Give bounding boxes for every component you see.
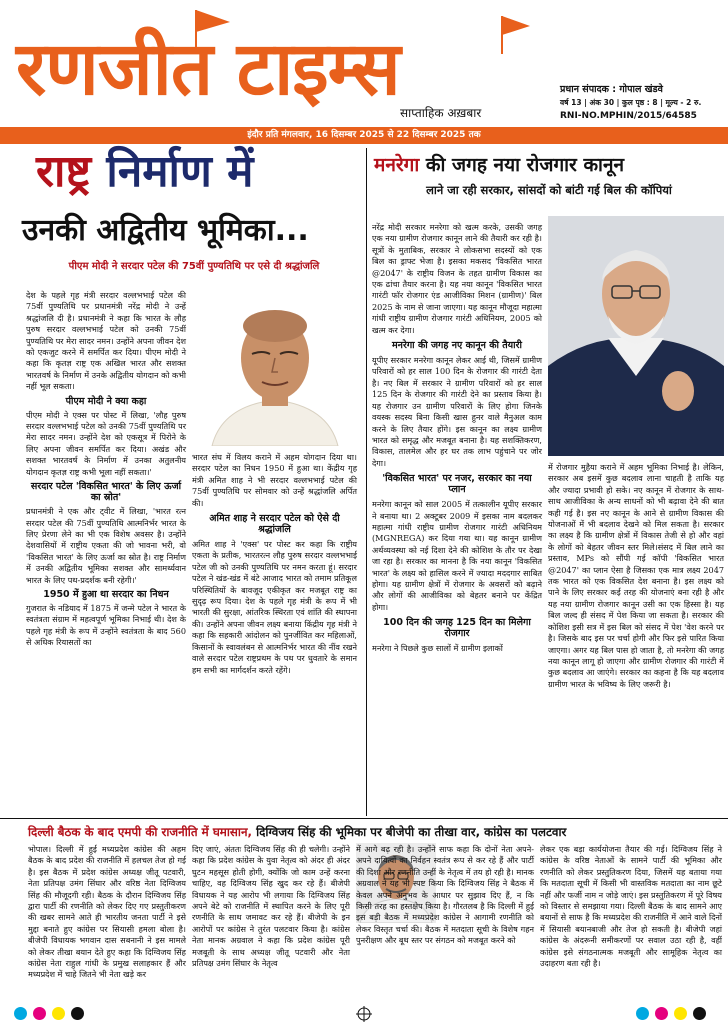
color-mark-dot xyxy=(636,1007,649,1020)
left-subhead-1: पीएम मोदी ने क्या कहा xyxy=(65,395,147,407)
right-column-a xyxy=(372,222,542,655)
bottom-column-3 xyxy=(356,844,534,947)
left-subhead-2: सरदार पटेल 'विकसित भारत' के लिए ऊर्जा का स्रोत' xyxy=(30,481,182,504)
left-subhead-3: 1950 में हुआ था सरदार का निधन xyxy=(43,588,169,600)
left-para-1: पीएम मोदी ने एक्स पर पोस्ट में लिखा, 'लौह पुरुष सरदार वल्लभभाई पटेल को उनकी 75वीं पुण्यतिथि पर मेरा सादर नमन। उन्होंने देश को एकसूत्र में पिरोने के लिए अपना जीवन समर्पित कर दिया। अखंड और सशक्त भारतवर्ष के निर्माण में उनका अतुलनीय योगदान कृतज्ञ राष्ट्र कभी भूला नहीं सकता।' xyxy=(26,409,186,477)
bottom-column-1 xyxy=(28,844,186,981)
headline-word-manrega: मनरेगा xyxy=(374,154,420,176)
color-mark-dot xyxy=(693,1007,706,1020)
color-mark-dot xyxy=(14,1007,27,1020)
registration-mark-icon xyxy=(356,1006,372,1026)
issue-line: वर्ष 13 | अंक 30 | कुल पृष्ठ : 8 | मूल्य - 2 रु. xyxy=(560,98,702,107)
sardar-patel-portrait xyxy=(192,296,358,446)
color-mark-dot xyxy=(33,1007,46,1020)
color-mark-dot xyxy=(655,1007,668,1020)
left-subhead-4: अमित शाह ने सरदार पटेल को ऐसे दी श्रद्धांजलि xyxy=(209,513,340,536)
modi-portrait xyxy=(548,216,724,456)
right-para-3: मनरेगा कानून को साल 2005 में तत्कालीन यूपीए सरकार ने बनाया था। 2 अक्टूबर 2009 में इसका नाम बदलकर महात्मा गांधी राष्ट्रीय ग्रामीण रोजगार गारंटी अधिनियम (MGNREGA) कर दिया गया था। यह कानून ग्रामीण अर्थव्यवस्था को नई दिशा देने की कोशिश के तौर पर देखा जा रहा है। सरकार का मानना है कि नया कानून 'विकसित भारत' के लक्ष्य को हासिल करने में ज्यादा मददगार साबित होगा। यह ग्रामीण क्षेत्रों में रोजगार के अवसरों को बढ़ाने और लोगों की आजीविका को बेहतर बनाने पर केंद्रित होगा। xyxy=(372,499,542,612)
left-headline-line1 xyxy=(36,140,366,204)
left-para-5: अमित शाह ने 'एक्स' पर पोस्ट कर कहा कि राष्ट्रीय एकता के प्रतीक, भारतरत्न लौह पुरुष सरदार वल्लभभाई पटेल जी को उनकी पुण्यतिथि पर नमन करता हूं। सरदार पटेल ने खंड-खंड में बंटे आजाद भारत को तमाम प्रतिकूल परिस्थितियों के बावजूद एकीकृत कर मजबूत राष्ट्र का सुदृढ़ रूप दिया। देश के पहले गृह मंत्री के रूप में भी भारती की सुरक्षा, आंतरिक स्थिरता एवं शांति की स्थापना की। उन्होंने अपना जीवन लक्ष्य बनाया किंद्रीय गृह मंत्री ने कहा कि सहकारी आंदोलन को पुनर्जीवित कर महिलाओं, किसानों के स्वावलंबन से आत्मनिर्भर भारत की नींव रखने वाले सरदार पटेल राष्ट्रप्रथम के पथ पर धुवतारे के समान हम सभी का मार्गदर्शन करते रहेंगे। xyxy=(192,539,357,675)
bottom-column-2 xyxy=(192,844,350,969)
masthead-tagline: साप्ताहिक अख़बार xyxy=(400,106,482,120)
bottom-headline-part-b: दिग्विजय सिंह की भूमिका पर बीजेपी का तीखा वार, कांग्रेस का पलटवार xyxy=(256,825,567,839)
masthead-title: रणजीत टाइम्स xyxy=(16,26,400,112)
headline-rest: की जगह नया रोजगार कानून xyxy=(425,154,625,176)
right-para-1: नरेंद्र मोदी सरकार मनरेगा को खत्म करके, उसकी जगह एक नया ग्रामीण रोजगार कानून लाने की तैयारी कर रही है। सूत्रों के मुताबिक, सरकार ने लोकसभा सदस्यों को एक बिल का ड्राफ्ट भेजा है। इसका मकसद 'विकसित भारत @2047' के राष्ट्रीय विजन के तहत ग्रामीण विकास का एक ढांचा तैयार करना है। यह नया कानून 'विकसित भारत गारंटी फॉर रोजगार एंड आजीविका मिशन (ग्रामीण)' बिल 2025 के नाम से जाना जाएगा। यह कानून मौजूदा महात्मा गांधी राष्ट्रीय ग्रामीण रोजगार गारंटी अधिनियम, 2005 को खत्म कर देगा। xyxy=(372,222,542,335)
bottom-para-4: लेकर एक बड़ा कार्ययोजना तैयार की गई। दिग्विजय सिंह ने कांग्रेस के वरिष्ठ नेताओं के सामने पार्टी की भूमिका और रणनीति को लेकर प्रस्तुतिकरण दिया, जिसमें यह बताया गया कि मतदाता सूची में किसी भी वास्तविक मतदाता का नाम छूटे नहीं और फर्जी नाम न जोड़े जाएं। इस प्रस्तुतिकरण में पूरे विषय को विस्तार से समझाया गया। दिल्ली बैठक के बाद सामने आए बयानों से साफ है कि मध्यप्रदेश की राजनीति में आने वाले दिनों में सियासी बयानबाजी और तेज हो सकती है। बीजेपी जहां कांग्रेस के अंदरूनी समीकरणों पर सवाल उठा रही है, वहीं कांग्रेस इसे संगठनात्मक मजबूती और सामूहिक नेतृत्व का उदाहरण बता रही है। xyxy=(540,844,722,969)
right-para-2: यूपीए सरकार मनरेगा कानून लेकर आई थी, जिसमें ग्रामीण परिवारों को हर साल 100 दिन के रोजगार की गारंटी देता है। नए बिल में सरकार ने ग्रामीण परिवारों को हर साल 125 दिन के रोजगार की गारंटी देने का प्रस्ताव किया है। यह रोजगार उन ग्रामीण परिवारों के लिए होगा जिनके वयस्क सदस्य बिना किसी खास हुनर वाले मैनुअल काम करने के लिए तैयार होंगे। इस कानून का लक्ष्य ग्रामीण भारत को समृद्ध और मजबूत बनाना है। यह सशक्तिकरण, विकास, तालमेल और हर घर तक लाभ पहुंचाने पर जोर देगा। xyxy=(372,355,542,468)
headline-word-nirman: निर्माण में xyxy=(106,146,254,197)
color-mark-dot xyxy=(52,1007,65,1020)
rni-number: RNI-NO.MPHIN/2015/64585 xyxy=(560,111,697,121)
left-intro: देश के पहले गृह मंत्री सरदार वल्लभभाई पटेल की 75वीं पुण्यतिथि पर प्रधानमंत्री नरेंद्र मोदी ने उन्हें श्रद्धांजलि दी है। प्रधानमंत्री ने कहा कि भारत के लौह पुरुष सरदार वल्लभभाई पटेल को उनकी 75वीं पुण्यतिथि पर मेरा सादर नमन। उन्होंने अपना जीवन देश को एकजुट करने में समर्पित कर दिया। पीएम मोदी ने कहा कि कृतज्ञ राष्ट्र एक अखिल भारत और सशक्त भारतवर्ष के निर्माण में उनके अद्वितीय योगदान को कभी नहीं भूल सकता। xyxy=(26,290,186,392)
section-divider xyxy=(0,818,728,819)
bottom-para-3: में आगे बढ़ रही है। उन्होंने साफ कहा कि दोनों नेता अपने-अपने दायित्वों का निर्वहन स्वतंत्र रूप से कर रहे हैं और पार्टी की दिशा और रणनीति उन्हीं के नेतृत्व में तय हो रही है। मानक अग्रवाल ने यह भी स्पष्ट किया कि दिग्विजय सिंह ने बैठक में केवल अपने अनुभव के आधार पर सुझाव दिए हैं, न कि किसी तरह का हस्तक्षेप किया है। गौरतलब है कि दिल्ली में हुई इस बड़ी बैठक में मध्यप्रदेश कांग्रेस ने आगामी रणनीति को लेकर विस्तृत चर्चा की। बैठक में मतदाता सूची के विशेष गहन पुनरीक्षण और बूथ स्तर पर संगठन को मजबूत करने को xyxy=(356,844,534,946)
bottom-para-1: भोपाल। दिल्ली में हुई मध्यप्रदेश कांग्रेस की अहम बैठक के बाद प्रदेश की राजनीति में हलचल तेज हो गई है। इस बैठक में प्रदेश कांग्रेस अध्यक्ष जीतू पटवारी, नेता प्रतिपक्ष उमंग सिंघार और वरिष्ठ नेता दिग्विजय सिंह की मौजूदगी रही। बैठक के दौरान दिग्विजय सिंह द्वारा पार्टी की रणनीति को लेकर दिए गए प्रस्तुतीकरण की खबर सामने आते ही भारतीय जनता पार्टी ने इसे मुद्दा बनाते हुए कांग्रेस पर सियासी हमला बोला है। बीजेपी विधायक भगवान दास सबनानी ने इस मामले को लेकर तीखा बयान देते हुए कहा कि दिग्विजय सिंह कांग्रेस नेता राहुल गांधी के प्रमुख सलाहकार हैं और मध्यप्रदेश में चाहे जितने भी नेता खड़े कर xyxy=(28,844,186,980)
right-para-4: मनरेगा ने पिछले कुछ सालों में ग्रामीण इलाकों xyxy=(372,643,503,654)
color-mark-dot xyxy=(71,1007,84,1020)
right-subhead-2: 'विकसित भारत' पर नजर, सरकार का नया प्लान xyxy=(382,473,532,496)
left-para-3: गुजरात के नडियाद में 1875 में जन्मे पटेल ने भारत के स्वतंत्रता संग्राम में महत्वपूर्ण भूमिका निभाई थी। देश के पहले गृह मंत्री के रूप में उन्होंने स्वतंत्रता के बाद 560 से अधिक रियासतों का xyxy=(26,602,186,648)
bottom-para-2: दिए जाएं, अंततः दिग्विजय सिंह की ही चलेगी। उन्होंने कहा कि प्रदेश कांग्रेस के युवा नेतृत्व को अंदर ही अंदर घुटन महसूस होती होगी, क्योंकि जो काम उन्हें करना चाहिए, वह दिग्विजय सिंह खुद कर रहे हैं। बीजेपी विधायक ने यह आरोप भी लगाया कि दिग्विजय सिंह अपने बेटे को राजनीति में स्थापित करने के लिए पूरी रणनीति के साथ जमावट कर रहे हैं। बीजेपी के इन आरोपों पर कांग्रेस ने तुरंत पलटवार किया है। कांग्रेस नेता मानक अग्रवाल ने कहा कि प्रदेश कांग्रेस पूरी मजबूती के साथ अध्यक्ष जीतू पटवारी और नेता प्रतिपक्ष उमंग सिंघार के नेतृत्व xyxy=(192,844,350,969)
left-column-2 xyxy=(192,452,357,676)
right-column-b xyxy=(548,462,724,690)
color-mark-dot xyxy=(674,1007,687,1020)
right-subhead: लाने जा रही सरकार, सांसदों को बांटी गई बिल की कॉपियां xyxy=(426,183,672,197)
editor-line: प्रधान संपादक : गोपाल खंडवे xyxy=(560,84,663,95)
masthead xyxy=(0,0,728,140)
left-para-4: भारत संघ में विलय कराने में अहम योगदान दिया था। सरदार पटेल का निधन 1950 में हुआ था। केंद्रीय गृह मंत्री अमित शाह ने भी सरदार वल्लभभाई पटेल की 75वीं पुण्यतिथि पर सोमवार को उन्हें श्रद्धांजलि अर्पित की। xyxy=(192,452,357,508)
right-headline xyxy=(374,150,724,180)
right-subhead-1: मनरेगा की जगह नए कानून की तैयारी xyxy=(391,340,522,352)
column-divider xyxy=(366,148,367,816)
print-color-marks xyxy=(0,1005,728,1023)
left-column-1 xyxy=(26,290,186,649)
bottom-headline xyxy=(28,823,724,841)
bottom-column-4 xyxy=(540,844,722,969)
bottom-headline-part-a: दिल्ली बैठक के बाद एमपी की राजनीति में घमासान, xyxy=(28,825,252,839)
dateline-text: इंदौर प्रति मंगलवार, 16 दिसम्बर 2025 से 22 दिसम्बर 2025 तक xyxy=(247,130,481,140)
headline-word-rashtra: राष्ट्र xyxy=(36,146,92,197)
left-para-2: प्रधानमंत्री ने एक और ट्वीट में लिखा, 'भारत रत्न सरदार पटेल की 75वीं पुण्यतिथि आत्मनिर्भर भारत के लिए प्रेरणा लेने का भी एक विशेष अवसर है। उन्होंने देशवासियों में राष्ट्रीय एकता की जो भावना भरी, वो 'विकसित भारत' के लिए ऊर्जा का स्रोत है। राष्ट्र निर्माण में उनकी अद्वितीय भूमिका सशक्त और सामर्थ्यवान भारत के लिए पथ-प्रदर्शक बनी रहेगी।' xyxy=(26,506,186,585)
right-para-5: में रोजगार मुहैया कराने में अहम भूमिका निभाई है। लेकिन, सरकार अब इसमें कुछ बदलाव लाना चाहती है ताकि यह और ज्यादा प्रभावी हो सके। नए कानून में रोजगार के साथ-साथ आजीविका के अन्य साधनों को भी बढ़ावा देने की बात कही गई है। इस नए कानून के आने से ग्रामीण विकास की योजनाओं में भी बदलाव देखने को मिल सकता है। सरकार का लक्ष्य है कि ग्रामीण क्षेत्रों में विकास तेजी से हो और वहां के लोगों को बेहतर जीवन स्तर मिले।संसद में बिल लाने का प्रस्ताव, MPs को सौंपी गई कॉपी 'विकसित भारत @2047' का प्लान ऐसा है जिसका एक मात्र लक्ष्य 2047 तक भारत को एक विकसित देश बनाना है। इस लक्ष्य को पाने के लिए सरकार कई तरह की योजनाएं बना रही है और यह नया ग्रामीण रोजगार कानून उसी का एक हिस्सा है। यह बिल जल्द ही संसद में पेश किया जा सकता है। सरकार की कोशिश इसी सत्र में इस बिल को संसद में पेश 'वेश करने पर है। जिसके बाद इस पर चर्चा होगी और फिर इसे पारित किया जाएगा। अगर यह बिल पास हो जाता है, तो मनरेगा की जगह नया कानून लागू हो जाएगा और ग्रामीण रोजगार की गारंटी में कुछ बदलाव आ जाएंगे। सरकार का कहना है कि यह बदलाव ग्रामीण भारत के भविष्य के लिए जरूरी है। xyxy=(548,462,724,689)
left-headline-line2: उनकी अद्वितीय भूमिका... xyxy=(22,213,309,248)
right-subhead-3: 100 दिन की जगह 125 दिन का मिलेगा रोजगार xyxy=(383,617,531,640)
left-kicker: पीएम मोदी ने सरदार पटेल की 75वीं पुण्यतिथि पर एसे दी श्रद्धांजलि xyxy=(68,261,320,272)
